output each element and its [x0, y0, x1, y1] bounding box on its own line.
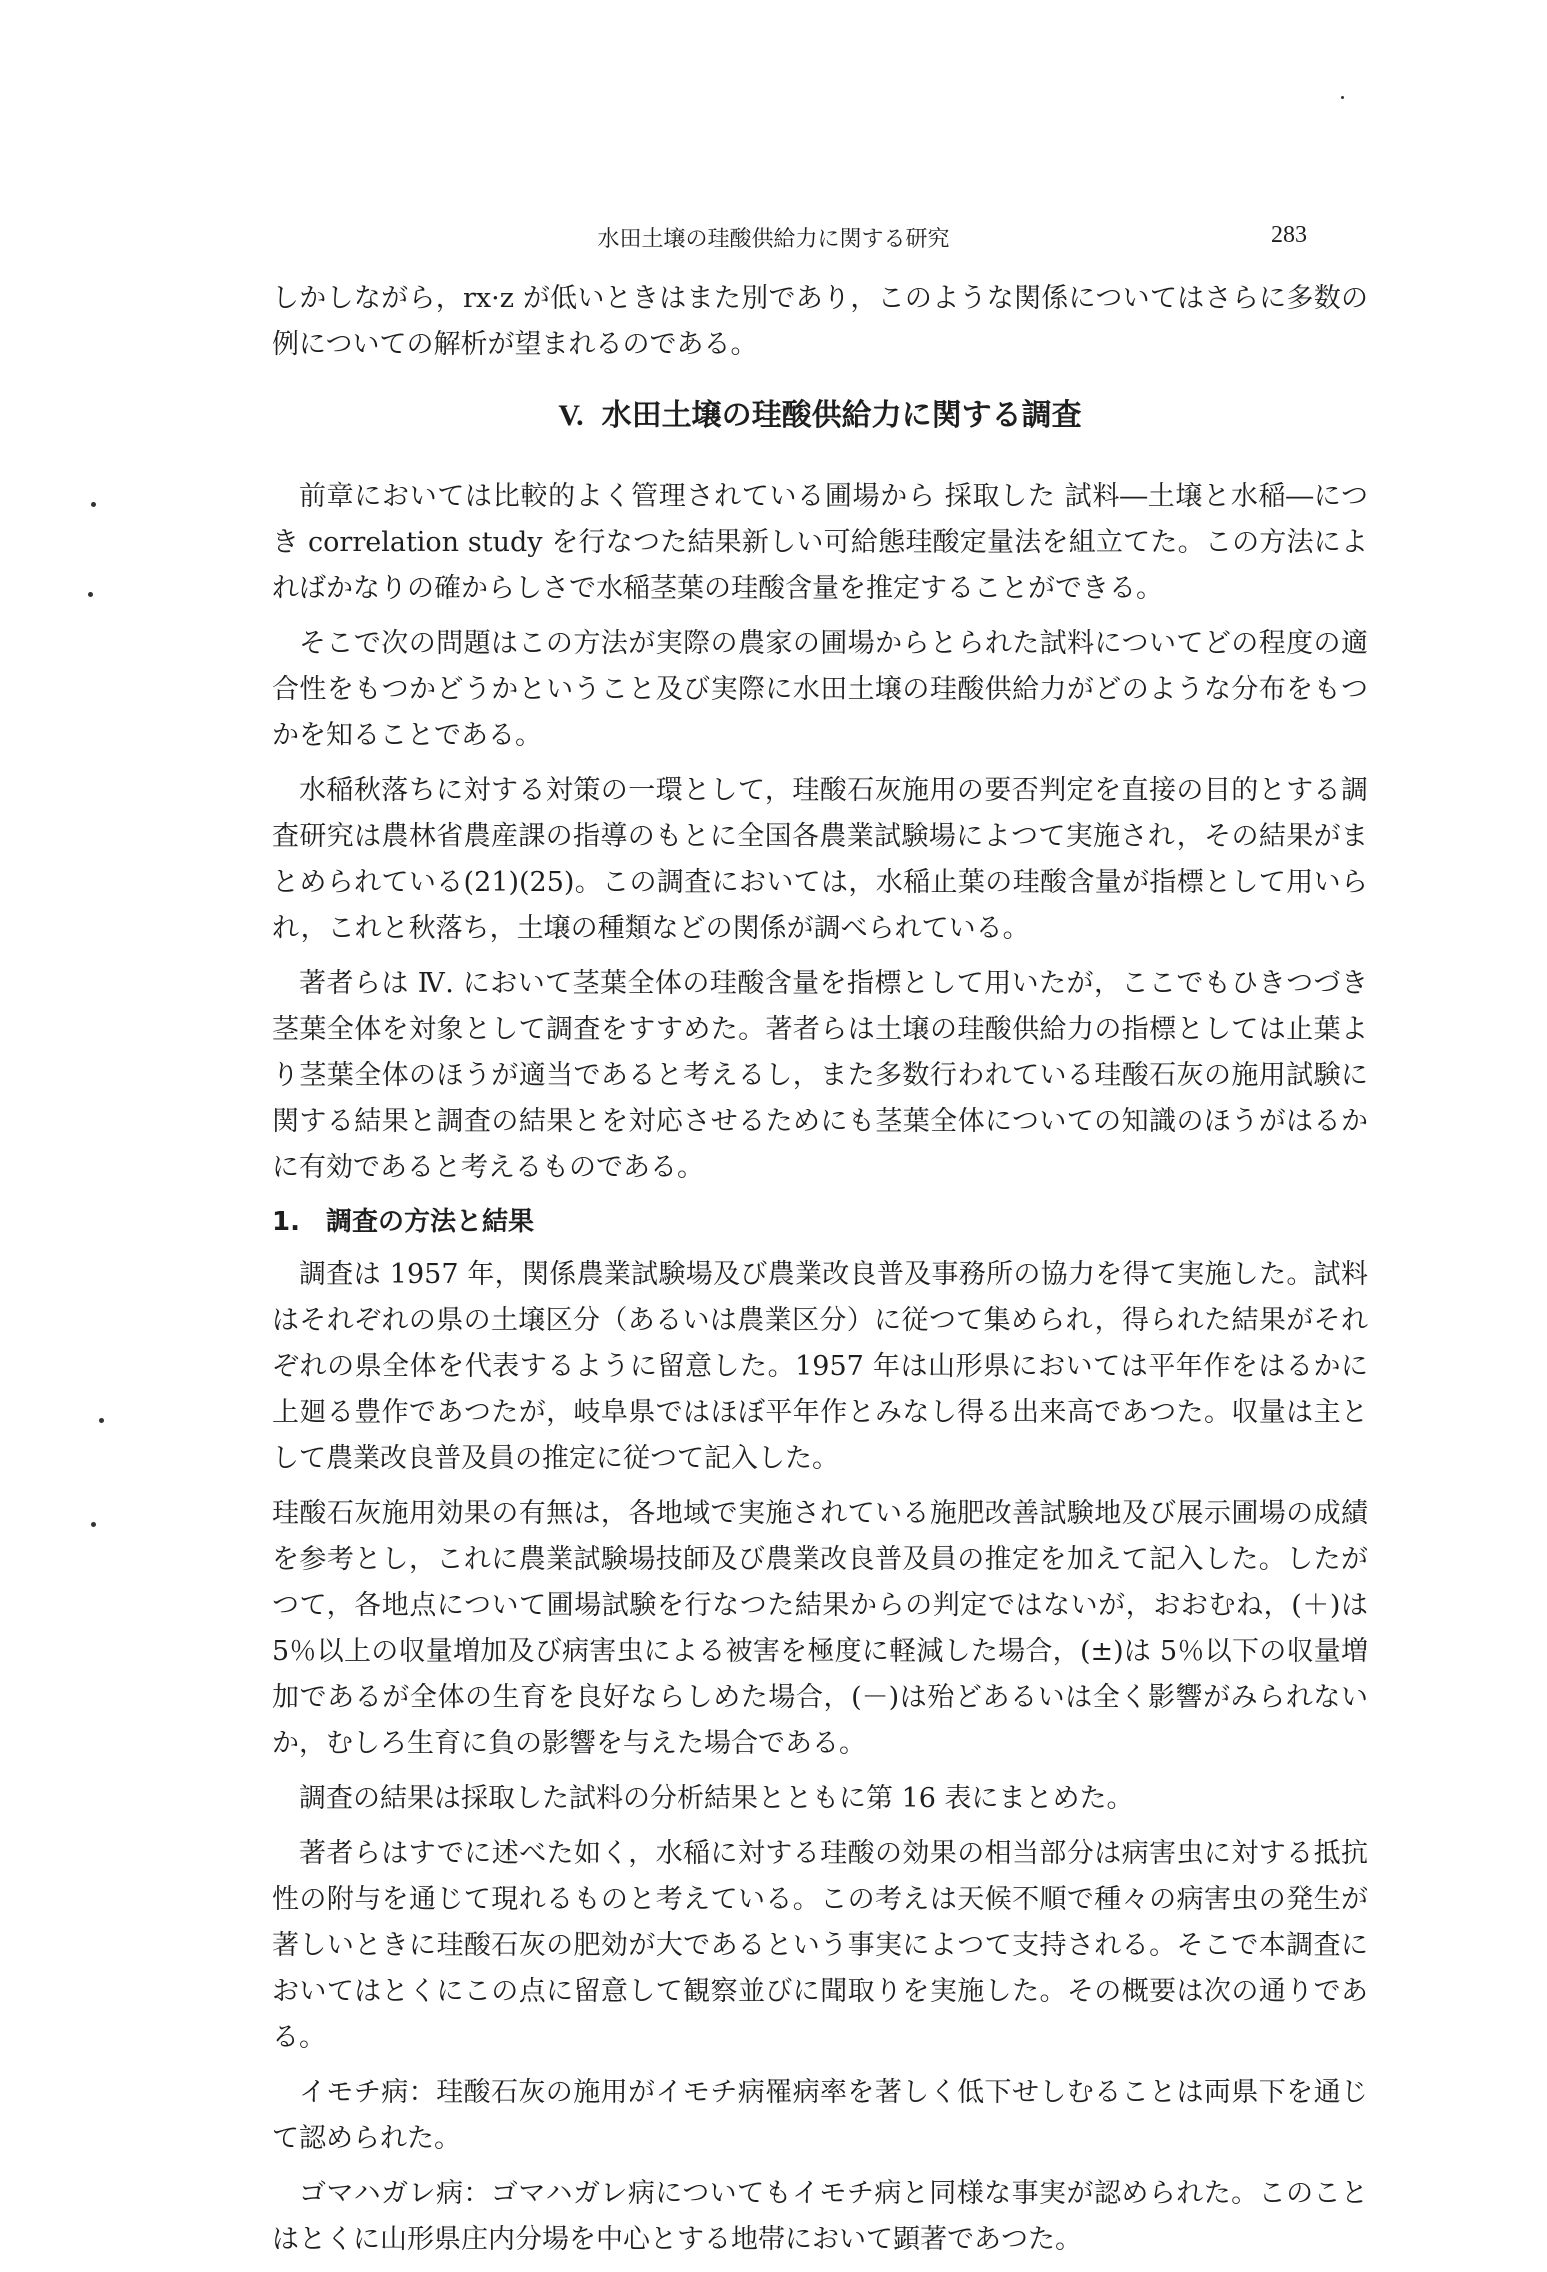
paragraph-text: ゴマハガレ病についてもイモチ病と同様な事実が認められた。このことはとくに山形県庄内分場を中心とする地帯において顕著であつた。	[272, 2178, 1368, 2255]
subsection-heading	[272, 1200, 1368, 1244]
section-number: V.	[558, 399, 584, 432]
paragraph-disease-brown-spot	[272, 2171, 1368, 2263]
paragraph: 調査の結果は採取した試料の分析結果とともに第 16 表にまとめた。	[299, 1783, 1134, 1814]
page-number: 283	[1271, 222, 1307, 248]
paragraph: 著者らはすでに述べた如く，水稲に対する珪酸の効果の相当部分は病害虫に対する抵抗性の附与を通じて現れるものと考えている。この考えは天候不順で種々の病害虫の発生が著しいときに珪酸石灰の肥効が大であるという事実によつて支持される。そこで本調査においてはとくにこの点に留意して観察並びに聞取りを実施した。その概要は次の通りである。	[272, 1838, 1368, 2053]
scan-speck	[1341, 96, 1344, 99]
paragraph: 水稲秋落ちに対する対策の一環として，珪酸石灰施用の要否判定を直接の目的とする調査研究は農林省農産課の指導のもとに全国各農業試験場によつて実施され，その結果がまとめられている(21)(25)。この調査においては，水稲止葉の珪酸含量が指標として用いられ，これと秋落ち，土壌の種類などの関係が調べられている。	[272, 775, 1368, 944]
paragraph: 著者らは Ⅳ. において茎葉全体の珪酸含量を指標として用いたが，ここでもひきつづき茎葉全体を対象として調査をすすめた。著者らは土壌の珪酸供給力の指標としては止葉より茎葉全体のほうが適当であると考えるし，また多数行われている珪酸石灰の施用試験に関する結果と調査の結果とを対応させるためにも茎葉全体についての知識のほうがはるかに有効であると考えるものである。	[272, 968, 1368, 1183]
running-title: 水田土壌の珪酸供給力に関する研究	[597, 227, 950, 252]
scan-speck	[88, 592, 93, 597]
paragraph-continuation: 珪酸石灰施用効果の有無は，各地域で実施されている施肥改善試験地及び展示圃場の成績を参考とし，これに農業試験場技師及び農業改良普及員の推定を加えて記入した。したがつて，各地点について圃場試験を行なつた結果からの判定ではないが，おおむね，(＋)は 5％以上の収量増加及び病害虫による被害を極度に軽減した場合，(±)は 5％以下の収量増加であるが全体の生育を良好ならしめた場合，(－)は殆どあるいは全く影響がみられないか，むしろ生育に負の影響を与えた場合である。	[272, 1498, 1368, 1759]
paragraph-text: 珪酸石灰の施用がイモチ病罹病率を著しく低下せしむることは両県下を通じて認められた。	[272, 2077, 1369, 2154]
body-text	[272, 276, 1368, 2272]
paragraph-continuation: しかしながら，rx·z が低いときはまた別であり，このような関係についてはさらに多数の例についての解析が望まれるのである。	[272, 283, 1368, 360]
paragraph: 前章においては比較的よく管理されている圃場から 採取した 試料―土壌と水稲―につき correlation study を行なつた結果新しい可給態珪酸定量法を組立てた。この方法によればかなりの確からしさで水稲茎葉の珪酸含量を推定することができる。	[272, 481, 1368, 604]
subsection-title: 調査の方法と結果	[325, 1207, 534, 1237]
term-label: イモチ病：	[299, 2077, 437, 2108]
scan-speck	[91, 502, 96, 507]
section-heading	[272, 396, 1368, 436]
subsection-number: 1.	[272, 1207, 300, 1237]
paragraph: 調査は 1957 年，関係農業試験場及び農業改良普及事務所の協力を得て実施した。試料はそれぞれの県の土壌区分（あるいは農業区分）に従つて集められ，得られた結果がそれぞれの県全体を代表するように留意した。1957 年は山形県においては平年作をはるかに上廻る豊作であつたが，岐阜県ではほぼ平年作とみなし得る出来高であつた。収量は主として農業改良普及員の推定に従つて記入した。	[272, 1259, 1368, 1474]
paragraph-disease-blast	[272, 2070, 1368, 2162]
scan-speck	[91, 1522, 96, 1527]
scan-speck	[99, 1418, 104, 1423]
section-title: 水田土壌の珪酸供給力に関する調査	[601, 398, 1082, 433]
paragraph: そこで次の問題はこの方法が実際の農家の圃場からとられた試料についてどの程度の適合性をもつかどうかということ及び実際に水田土壌の珪酸供給力がどのような分布をもつかを知ることである。	[272, 628, 1368, 751]
term-label: ゴマハガレ病：	[299, 2178, 491, 2209]
running-header	[0, 218, 1547, 254]
